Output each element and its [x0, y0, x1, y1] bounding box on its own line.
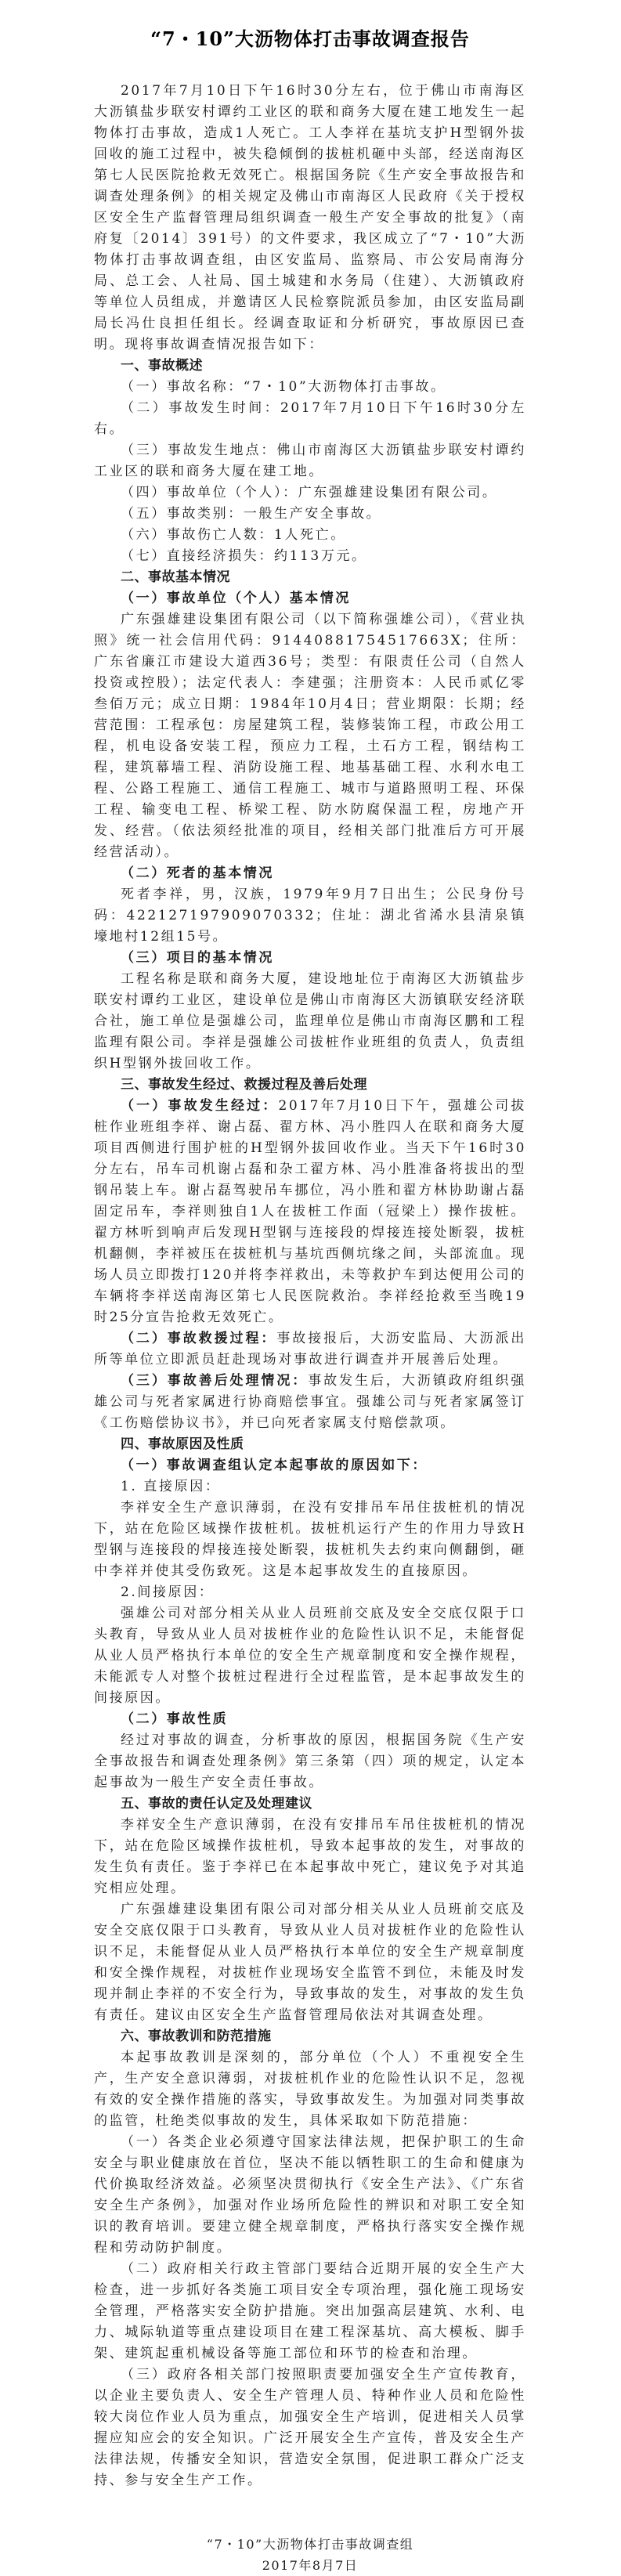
- rescue-paragraph: [94, 1328, 526, 1371]
- section-heading-process: 三、事故发生经过、救援过程及善后处理: [121, 1077, 367, 1093]
- overview-item-location: （三）事故发生地点：佛山市南海区大沥镇盐步联安村谭约工业区的联和商务大厦在建工地。: [94, 443, 526, 479]
- signature-org: “7・10”大沥物体打击事故调查组: [206, 2537, 414, 2552]
- report-body: [94, 81, 526, 2491]
- overview-item-time: （二）事故发生时间：2017年7月10日下午16时30分左右。: [94, 400, 526, 437]
- measure-paragraph-3: （三）政府各相关部门按照职责要加强安全生产宣传教育，以企业主要负责人、安全生产管理人员、特种作业人员和危险性较大岗位作业人员为重点，加强安全生产培训，促进相关人员掌握应知应会的安全知识。广泛开展安全生产宣传，普及安全生产法律法规，传播安全知识，营造安全氛围，促进职工群众广泛支持、参与安全生产工作。: [94, 2367, 526, 2488]
- signature-block: [94, 2534, 526, 2576]
- overview-item-casualties: （六）事故伤亡人数：1人死亡。: [121, 527, 346, 543]
- direct-cause-paragraph: 李祥安全生产意识薄弱，在没有安排吊车吊住拔桩机的情况下，站在危险区域操作拔桩机。拔桩机运行产生的作用力导致H型钢与连接段的焊接连接处断裂，拔桩机失去约束向侧翻倒，砸中李祥并使其受伤致死。这是本起事故发生的直接原因。: [94, 1500, 526, 1579]
- aftermath-text: 事故发生后，大沥镇政府组织强雄公司与死者家属进行协商赔偿事宜。强雄公司与死者家属签订《工伤赔偿协议书》，并已向死者家属支付赔偿款项。: [94, 1373, 526, 1431]
- section-heading-basic-info: 二、事故基本情况: [121, 569, 230, 585]
- overview-item-category: （五）事故类别：一般生产安全事故。: [121, 506, 382, 522]
- rescue-text: 事故接报后，大沥安监局、大沥派出所等单位立即派员赶赴现场对事故进行调查并开展善后处理。: [94, 1331, 526, 1367]
- overview-item-name: （一）事故名称：“7・10”大沥物体打击事故。: [121, 379, 446, 395]
- subheading-company: （一）事故单位（个人）基本情况: [121, 591, 351, 606]
- aftermath-paragraph: [94, 1371, 526, 1434]
- signature-date: 2017年8月7日: [262, 2558, 359, 2573]
- subheading-nature: （二）事故性质: [121, 1711, 229, 1727]
- process-text: 2017年7月10日下午，强雄公司拔桩作业班组李祥、谢占磊、翟方林、冯小胜四人在联和商务大厦项目西侧进行围护桩的H型钢外拔回收作业。当天下午16时30分左右，吊车司机谢占磊和杂工翟方林、冯小胜准备将拔出的型钢吊装上车。谢占磊驾驶吊车挪位，冯小胜和翟方林协助谢占磊固定吊车，李祥则独自1人在拔桩工作面（冠梁上）操作拔桩。翟方林听到响声后发现H型钢与连接段的焊接连接处断裂，拔桩机翻侧，李祥被压在拔桩机与基坑西侧坑缘之间，头部流血。现场人员立即拨打120并将李祥救出，未等救护车到达便用公司的车辆将李祥送南海区第七人民医院救治。李祥经抢救至当晚19时25分宣告抢救无效死亡。: [94, 1098, 527, 1325]
- section-heading-overview: 一、事故概述: [121, 358, 203, 374]
- process-lead: （一）事故发生经过：: [121, 1098, 279, 1114]
- section-heading-responsibility: 五、事故的责任认定及处理建议: [121, 1796, 312, 1812]
- indirect-cause-label: 2.间接原因：: [121, 1584, 215, 1600]
- responsibility-paragraph-1: 李祥安全生产意识薄弱，在没有安排吊车吊住拔桩机的情况下，站在危险区域操作拔桩机，导致本起事故的发生，对事故的发生负有责任。鉴于李祥已在本起事故中死亡，建议免予对其追究相应处理。: [94, 1817, 526, 1896]
- overview-item-loss: （七）直接经济损失：约113万元。: [121, 548, 367, 564]
- measure-paragraph-1: （一）各类企业必须遵守国家法律法规，把保护职工的生命安全与职业健康放在首位，坚决不能以牺牲职工的生命和健康为代价换取经济效益。必须坚决贯彻执行《安全生产法》、《广东省安全生产条例》，加强对作业场所危险性的辨识和对职工安全知识的教育培训。要建立健全规章制度，严格执行落实安全操作规程和劳动防护制度。: [94, 2134, 526, 2256]
- measure-paragraph-2: （二）政府相关行政主管部门要结合近期开展的安全生产大检查，进一步抓好各类施工项目安全专项治理，强化施工现场安全管理，严格落实安全防护措施。突出加强高层建筑、水利、电力、城际轨道等重点建设项目在建工程深基坑、高大模板、脚手架、建筑起重机械设备等施工部位和环节的检查和治理。: [94, 2261, 526, 2361]
- lessons-intro-paragraph: 本起事故教训是深刻的，部分单位（个人）不重视安全生产，生产安全意识薄弱，对拔桩机作业的危险性认识不足，忽视有效的安全操作措施的落实，导致事故发生。为加强对同类事故的监管，杜绝类似事故的发生，具体采取如下防范措施：: [94, 2050, 526, 2129]
- overview-item-unit: （四）事故单位（个人）：广东强雄建设集团有限公司。: [121, 485, 498, 500]
- rescue-lead: （二）事故救援过程：: [121, 1331, 277, 1346]
- report-page: [94, 0, 526, 2576]
- section-heading-lessons: 六、事故教训和防范措施: [121, 2029, 272, 2044]
- aftermath-lead: （三）事故善后处理情况：: [121, 1373, 309, 1389]
- company-info-paragraph: 广东强雄建设集团有限公司（以下简称强雄公司），《营业执照》统一社会信用代码：91440881754517663X；住所：广东省廉江市建设大道西36号；类型：有限责任公司（自然人投资或控股）；法定代表人：李建强；注册资本：人民币贰亿零叁佰万元；成立日期：1984年10月4日；营业期限：长期；经营范围：工程承包：房屋建筑工程，装修装饰工程，市政公用工程，机电设备安装工程，预应力工程，土石方工程，钢结构工程，建筑幕墙工程、消防设施工程、地基基础工程、水利水电工程、公路工程施工、通信工程施工、城市与道路照明工程、环保工程、输变电工程、桥梁工程、防水防腐保温工程，房地产开发、经营。（依法须经批准的项目，经相关部门批准后方可开展经营活动）。: [94, 612, 526, 860]
- deceased-info-paragraph: 死者李祥，男，汉族，1979年9月7日出生；公民身份号码：422127197909070332；住址：湖北省浠水县清泉镇壕地村12组15号。: [94, 887, 526, 945]
- section-heading-causes: 四、事故原因及性质: [121, 1436, 244, 1452]
- subheading-project: （三）项目的基本情况: [121, 950, 274, 966]
- project-info-paragraph: 工程名称是联和商务大厦，建设地址位于南海区大沥镇盐步联安村谭约工业区，建设单位是佛山市南海区大沥镇联安经济联合社，施工单位是强雄公司，监理单位是佛山市南海区鹏和工程监理有限公司。李祥是强雄公司拔桩作业班组的负责人，负责组织H型钢外拔回收工作。: [94, 971, 526, 1071]
- subheading-causes: （一）事故调查组认定本起事故的原因如下：: [121, 1458, 428, 1473]
- process-paragraph: [94, 1096, 526, 1328]
- nature-paragraph: 经过对事故的调查，分析事故的原因，根据国务院《生产安全事故报告和调查处理条例》第三条第（四）项的规定，认定本起事故为一般生产安全责任事故。: [94, 1732, 526, 1790]
- report-title: “7・10”大沥物体打击事故调查报告: [150, 27, 470, 50]
- subheading-deceased: （二）死者的基本情况: [121, 865, 274, 881]
- intro-paragraph: 2017年7月10日下午16时30分左右，位于佛山市南海区大沥镇盐步联安村谭约工业区的联和商务大厦在建工地发生一起物体打击事故，造成1人死亡。工人李祥在基坑支护H型钢外拔回收的施工过程中，被失稳倾倒的拔桩机砸中头部，经送南海区第七人民医院抢救无效死亡。根据国务院《生产安全事故报告和调查处理条例》的相关规定及佛山市南海区人民政府《关于授权区安全生产监督管理局组织调查一般生产安全事故的批复》（南府复〔2014〕391号）的文件要求，我区成立了“7・10”大沥物体打击事故调查组，由区安监局、监察局、市公安局南海分局、总工会、人社局、国土城建和水务局（住建）、大沥镇政府等单位人员组成，并邀请区人民检察院派员参加，由区安监局副局长冯仕良担任组长。经调查取证和分析研究，事故原因已查明。现将事故调查情况报告如下：: [94, 83, 526, 352]
- direct-cause-label: 1. 直接原因：: [121, 1479, 221, 1494]
- responsibility-paragraph-2: 广东强雄建设集团有限公司对部分相关从业人员班前交底及安全交底仅限于口头教育，导致从业人员对拔桩作业的危险性认识不足，未能督促从业人员严格执行本单位的安全生产规章制度和安全操作规程，对拔桩作业现场安全监管不到位，未能及时发现并制止李祥的不安全行为，导致事故的发生，对事故的发生负有责任。建议由区安全生产监督管理局依法对其调查处理。: [94, 1902, 526, 2023]
- indirect-cause-paragraph: 强雄公司对部分相关从业人员班前交底及安全交底仅限于口头教育，导致从业人员对拔桩作业的危险性认识不足，未能督促从业人员严格执行本单位的安全生产规章制度和安全操作规程，未能派专人对整个拔桩过程进行全过程监管，是本起事故发生的间接原因。: [94, 1606, 526, 1706]
